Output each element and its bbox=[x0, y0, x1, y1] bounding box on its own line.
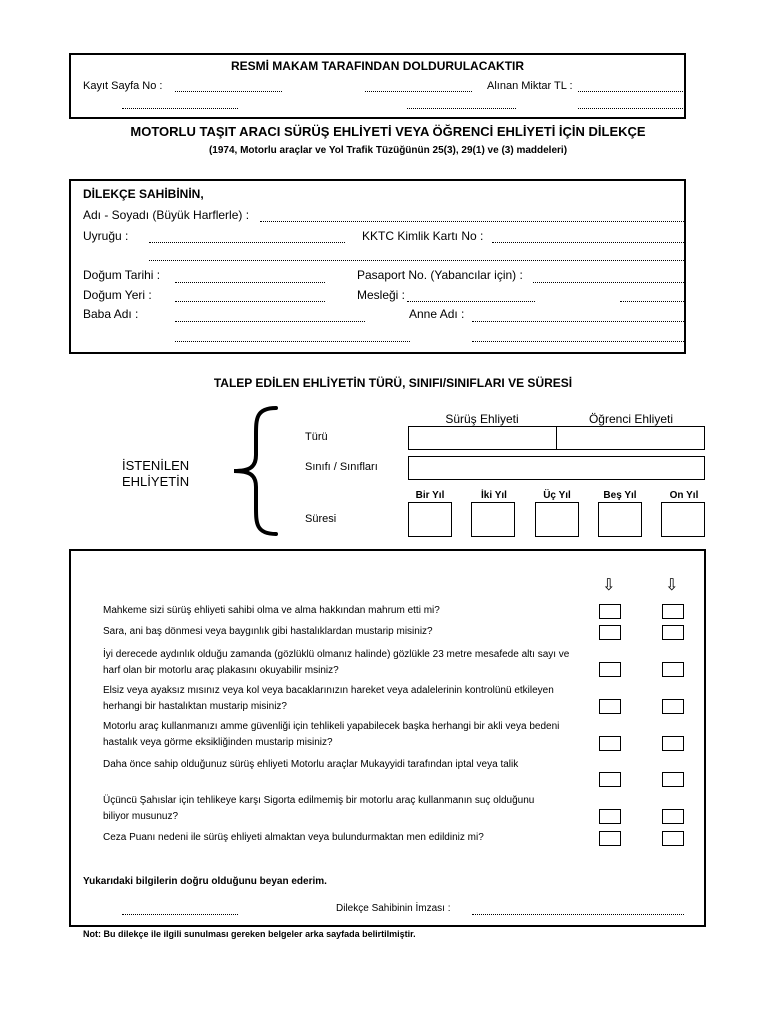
type-label: Türü bbox=[305, 431, 328, 443]
form-subtitle: (1974, Motorlu araçlar ve Yol Trafik Tüzüğünün 25(3), 29(1) ve (3) maddeleri) bbox=[208, 145, 568, 156]
duration-five-years-label: Beş Yıl bbox=[603, 490, 637, 501]
official-blank-field-3[interactable] bbox=[407, 108, 516, 109]
learner-license-header: Öğrenci Ehliyeti bbox=[588, 412, 674, 426]
question-5: Motorlu araç kullanmanızı amme güvenliği için tehlikeli yapabilecek başka herhangi bir akli veya bedeni hastalık veya görme eksikliğinden mustarip misiniz? bbox=[103, 721, 560, 748]
official-blank-field[interactable] bbox=[365, 91, 472, 92]
class-label: Sınıfı / Sınıfları bbox=[305, 461, 378, 473]
birth-date-label: Doğum Tarihi : bbox=[83, 268, 161, 282]
occupation-label: Mesleği : bbox=[357, 288, 406, 302]
form-title: MOTORLU TAŞIT ARACI SÜRÜŞ EHLİYETİ VEYA ÖĞRENCİ EHLİYETİ İÇİN DİLEKÇE bbox=[130, 124, 646, 139]
requested-license-label-1: İSTENİLEN bbox=[122, 458, 190, 473]
name-label: Adı - Soyadı (Büyük Harflerle) : bbox=[83, 208, 250, 222]
duration-five-years-box[interactable] bbox=[598, 502, 642, 537]
question-3-yes-checkbox[interactable] bbox=[599, 662, 621, 677]
kayit-sayfa-field[interactable] bbox=[175, 91, 282, 92]
official-blank-field-4[interactable] bbox=[578, 108, 685, 109]
id-card-field[interactable] bbox=[492, 242, 684, 243]
footer-note: Not: Bu dilekçe ile ilgili sunulması gereken belgeler arka sayfada belirtilmiştir. bbox=[83, 929, 416, 939]
question-4: Elsiz veya ayaksız mısınız veya kol veya bacaklarınızın hareket veya adalelerinin kontrolünü etkileyen herhangi bir hastalıktan mustarip misiniz? bbox=[103, 685, 554, 712]
question-2-yes-checkbox[interactable] bbox=[599, 625, 621, 640]
question-1: Mahkeme sizi sürüş ehliyeti sahibi olma ve alma hakkından mahrum etti mi? bbox=[103, 605, 440, 616]
question-6: Daha önce sahip olduğunuz sürüş ehliyeti Motorlu araçlar Mukayyidi tarafından iptal veya talik bbox=[103, 759, 519, 770]
extra-line-field-2[interactable] bbox=[175, 341, 410, 342]
duration-two-years-box[interactable] bbox=[471, 502, 515, 537]
question-6-yes-checkbox[interactable] bbox=[599, 772, 621, 787]
nationality-label: Uyruğu : bbox=[83, 229, 129, 243]
occupation-field-2[interactable] bbox=[620, 301, 684, 302]
question-5-yes-checkbox[interactable] bbox=[599, 736, 621, 751]
duration-two-years-label: İki Yıl bbox=[481, 490, 507, 501]
signature-field[interactable] bbox=[472, 914, 684, 915]
question-4-yes-checkbox[interactable] bbox=[599, 699, 621, 714]
question-6-no-checkbox[interactable] bbox=[662, 772, 684, 787]
license-section-title: TALEP EDİLEN EHLİYETİN TÜRÜ, SINIFI/SINIFLARI VE SÜRESİ bbox=[213, 376, 573, 390]
declaration-text: Yukarıdaki bilgilerin doğru olduğunu beyan ederim. bbox=[83, 876, 327, 887]
question-5-no-checkbox[interactable] bbox=[662, 736, 684, 751]
extra-line-field-3[interactable] bbox=[472, 341, 684, 342]
question-2: Sara, ani baş dönmesi veya baygınlık gibi hastalıklardan mustarip misiniz? bbox=[103, 626, 433, 637]
duration-one-year-box[interactable] bbox=[408, 502, 452, 537]
yes-column-arrow-icon: ⇩ bbox=[602, 577, 616, 594]
requested-license-label-2: EHLİYETİN bbox=[122, 474, 190, 489]
question-7-no-checkbox[interactable] bbox=[662, 809, 684, 824]
name-field[interactable] bbox=[260, 221, 684, 222]
question-8-no-checkbox[interactable] bbox=[662, 831, 684, 846]
license-class-field[interactable] bbox=[408, 456, 705, 480]
question-4-no-checkbox[interactable] bbox=[662, 699, 684, 714]
question-2-no-checkbox[interactable] bbox=[662, 625, 684, 640]
driving-license-header: Sürüş Ehliyeti bbox=[445, 412, 519, 426]
question-1-yes-checkbox[interactable] bbox=[599, 604, 621, 619]
learner-license-type-box[interactable] bbox=[556, 426, 705, 450]
applicant-box bbox=[69, 179, 686, 354]
question-3: İyi derecede aydınlık olduğu zamanda (gözlüklü olmanız halinde) gözlükle 23 metre mesafede altı sayı ve harf olan bir motorlu araç plakasını okuyabilir msiniz? bbox=[103, 649, 570, 676]
birth-date-field[interactable] bbox=[175, 282, 325, 283]
passport-field[interactable] bbox=[533, 282, 684, 283]
duration-three-years-label: Üç Yıl bbox=[543, 490, 571, 501]
mother-name-label: Anne Adı : bbox=[409, 307, 465, 321]
official-blank-field-2[interactable] bbox=[122, 108, 238, 109]
official-use-title: RESMİ MAKAM TARAFINDAN DOLDURULACAKTIR bbox=[230, 59, 525, 73]
birth-place-field[interactable] bbox=[175, 301, 325, 302]
father-name-field[interactable] bbox=[175, 321, 365, 322]
duration-label: Süresi bbox=[305, 513, 337, 525]
applicant-section-title: DİLEKÇE SAHİBİNİN, bbox=[83, 187, 204, 201]
birth-place-label: Doğum Yeri : bbox=[83, 288, 152, 302]
date-field[interactable] bbox=[122, 914, 238, 915]
passport-label: Pasaport No. (Yabancılar için) : bbox=[357, 268, 523, 282]
duration-ten-years-box[interactable] bbox=[661, 502, 705, 537]
kayit-sayfa-label: Kayıt Sayfa No : bbox=[83, 80, 163, 92]
id-card-label: KKTC Kimlik Kartı No : bbox=[362, 229, 484, 243]
father-name-label: Baba Adı : bbox=[83, 307, 139, 321]
alinan-miktar-field[interactable] bbox=[578, 91, 685, 92]
no-column-arrow-icon: ⇩ bbox=[665, 577, 679, 594]
mother-name-field[interactable] bbox=[472, 321, 684, 322]
extra-line-field[interactable] bbox=[149, 260, 684, 261]
question-7: Üçüncü Şahıslar için tehlikeye karşı Sigorta edilmemiş bir motorlu araç kullanmanın suç olduğunu biliyor musunuz? bbox=[103, 795, 535, 822]
question-1-no-checkbox[interactable] bbox=[662, 604, 684, 619]
duration-three-years-box[interactable] bbox=[535, 502, 579, 537]
occupation-field[interactable] bbox=[407, 301, 535, 302]
driving-license-type-box[interactable] bbox=[408, 426, 557, 450]
duration-ten-years-label: On Yıl bbox=[669, 490, 699, 501]
curly-brace bbox=[228, 405, 280, 537]
signature-label: Dilekçe Sahibinin İmzası : bbox=[336, 903, 451, 914]
question-7-yes-checkbox[interactable] bbox=[599, 809, 621, 824]
nationality-field[interactable] bbox=[149, 242, 345, 243]
question-8: Ceza Puanı nedeni ile sürüş ehliyeti almaktan veya bulundurmaktan men edildiniz mi? bbox=[103, 832, 484, 843]
duration-one-year-label: Bir Yıl bbox=[415, 490, 445, 501]
question-3-no-checkbox[interactable] bbox=[662, 662, 684, 677]
alinan-miktar-label: Alınan Miktar TL : bbox=[487, 80, 573, 92]
question-8-yes-checkbox[interactable] bbox=[599, 831, 621, 846]
